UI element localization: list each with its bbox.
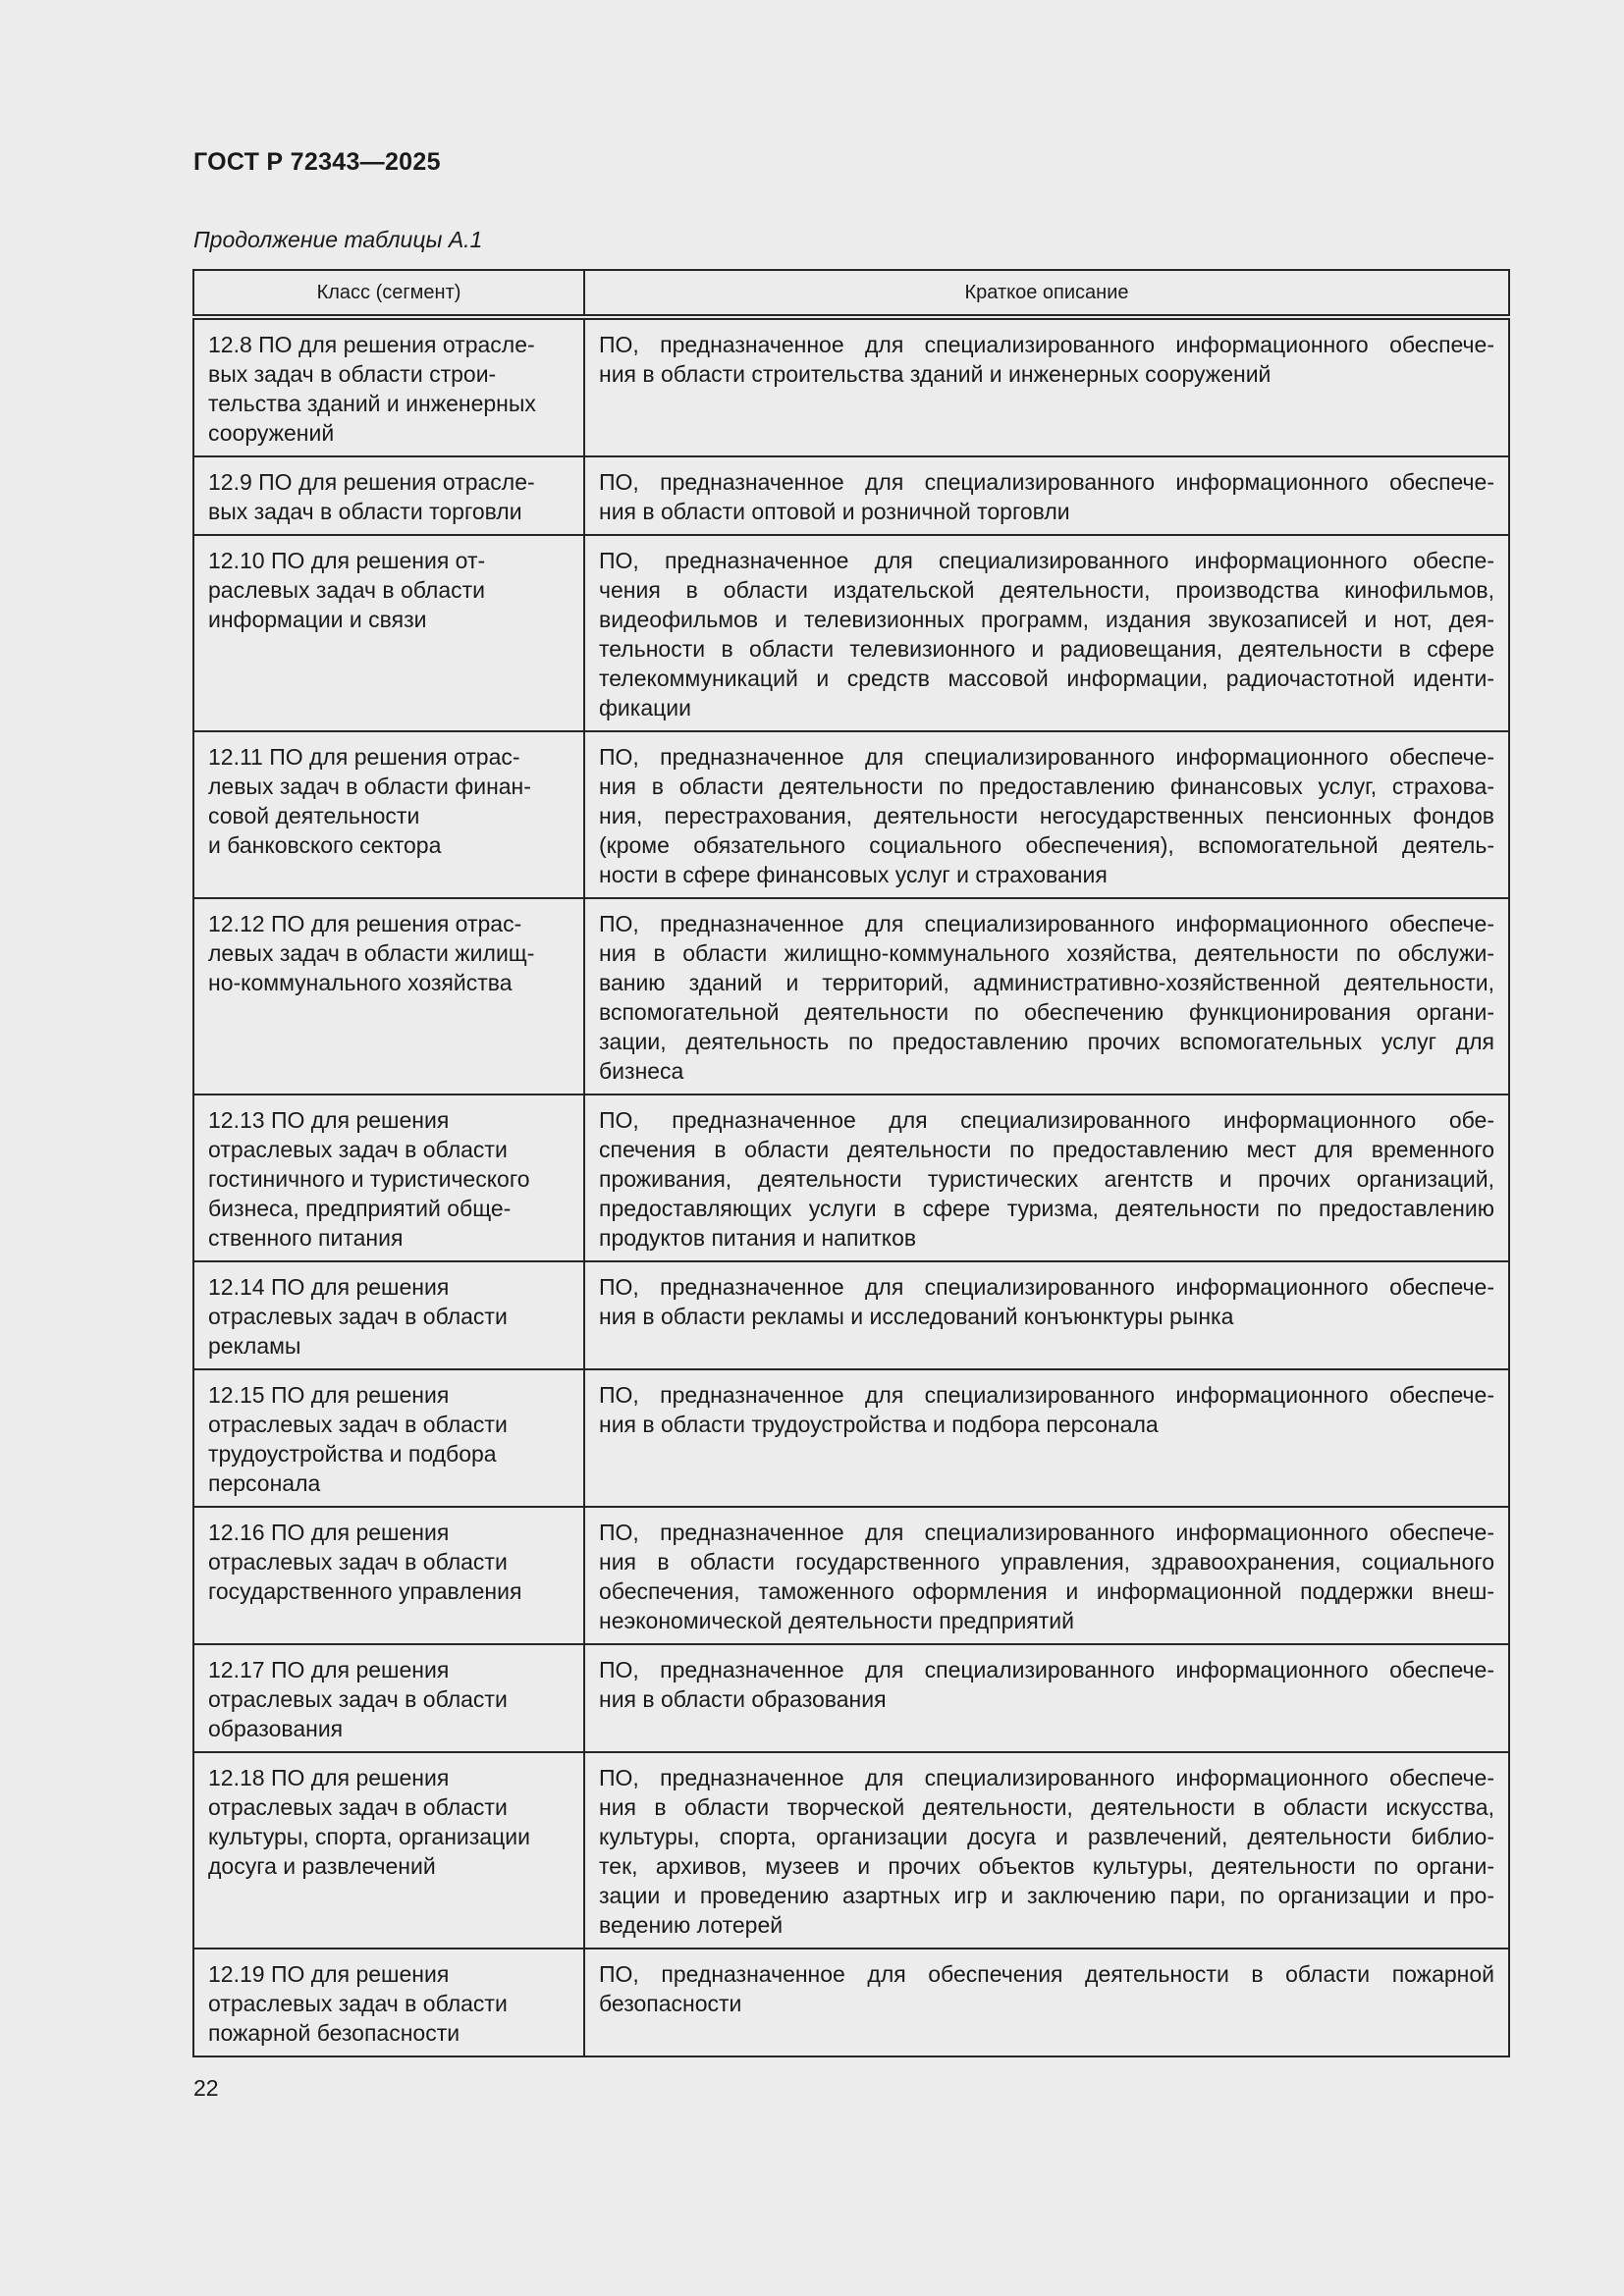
table-row (193, 898, 1509, 1095)
description-cell: ПО, предназначенное для специализированного информационного обеспече- ния в области оптовой и розничной торговли (584, 456, 1509, 535)
table-row (193, 317, 1509, 456)
document-standard-code: ГОСТ Р 72343—2025 (193, 148, 441, 176)
description-cell: ПО, предназначенное для обеспечения деятельности в области пожарной безопасности (584, 1949, 1509, 2056)
description-cell: ПО, предназначенное для специализированного информационного обеспече- ния в области государственного управления, здравоохранения, социального обеспечения, таможенного оформления и информационной поддержки внеш- неэкономической деятельности предприятий (584, 1507, 1509, 1644)
description-cell: ПО, предназначенное для специализированного информационного обеспече- ния в области строительства зданий и инженерных сооружений (584, 317, 1509, 456)
classification-table (192, 269, 1510, 2057)
table-row (193, 1752, 1509, 1949)
description-cell: ПО, предназначенное для специализированного информационного обеспе- чения в области издательской деятельности, производства кинофильмов, видеофильмов и телевизионных программ, издания звукозаписей и нот, дея- тельности в области телевизионного и радиовещания, деятельности в сфере телекоммуникаций и средств массовой информации, радиочастотной иденти- фикации (584, 535, 1509, 731)
table-row (193, 535, 1509, 731)
table-row (193, 1507, 1509, 1644)
table-header-row (193, 270, 1509, 317)
class-segment-cell: 12.11 ПО для решения отрас- левых задач в области финан- совой деятельности и банковского сектора (193, 731, 584, 898)
description-cell: ПО, предназначенное для специализированного информационного обе- спечения в области деятельности по предоставлению мест для временного проживания, деятельности туристических агентств и прочих организаций, предоставляющих услуги в сфере туризма, деятельности по предоставлению продуктов питания и напитков (584, 1095, 1509, 1261)
class-segment-cell: 12.13 ПО для решения отраслевых задач в области гостиничного и туристического бизнеса, предприятий обще- ственного питания (193, 1095, 584, 1261)
class-segment-cell: 12.9 ПО для решения отрасле- вых задач в области торговли (193, 456, 584, 535)
table-row (193, 1644, 1509, 1752)
header-class-segment: Класс (сегмент) (193, 270, 584, 317)
class-segment-cell: 12.16 ПО для решения отраслевых задач в области государственного управления (193, 1507, 584, 1644)
class-segment-cell: 12.10 ПО для решения от- раслевых задач в области информации и связи (193, 535, 584, 731)
description-cell: ПО, предназначенное для специализированного информационного обеспече- ния в области рекламы и исследований конъюнктуры рынка (584, 1261, 1509, 1369)
description-cell: ПО, предназначенное для специализированного информационного обеспече- ния в области деятельности по предоставлению финансовых услуг, страхова- ния, перестрахования, деятельности негосударственных пенсионных фондов (кроме обязательного социального обеспечения), вспомогательной деятель- ности в сфере финансовых услуг и страхования (584, 731, 1509, 898)
description-cell: ПО, предназначенное для специализированного информационного обеспече- ния в области творческой деятельности, деятельности в области искусства, культуры, спорта, организации досуга и развлечений, деятельности библио- тек, архивов, музеев и прочих объектов культуры, деятельности по органи- зации и проведению азартных игр и заключению пари, по организации и про- ведению лотерей (584, 1752, 1509, 1949)
table-body (193, 317, 1509, 2056)
description-cell: ПО, предназначенное для специализированного информационного обеспече- ния в области трудоустройства и подбора персонала (584, 1369, 1509, 1507)
description-cell: ПО, предназначенное для специализированного информационного обеспече- ния в области жилищно-коммунального хозяйства, деятельности по обслужи- ванию зданий и территорий, административно-хозяйственной деятельности, вспомогательной деятельности по обеспечению функционирования органи- зации, деятельность по предоставлению прочих вспомогательных услуг для бизнеса (584, 898, 1509, 1095)
table-row (193, 1095, 1509, 1261)
table-row (193, 1261, 1509, 1369)
class-segment-cell: 12.17 ПО для решения отраслевых задач в области образования (193, 1644, 584, 1752)
class-segment-cell: 12.15 ПО для решения отраслевых задач в области трудоустройства и подбора персонала (193, 1369, 584, 1507)
class-segment-cell: 12.8 ПО для решения отрасле- вых задач в области строи- тельства зданий и инженерных сооружений (193, 317, 584, 456)
class-segment-cell: 12.12 ПО для решения отрас- левых задач в области жилищ- но-коммунального хозяйства (193, 898, 584, 1095)
table-row (193, 1949, 1509, 2056)
description-cell: ПО, предназначенное для специализированного информационного обеспече- ния в области образования (584, 1644, 1509, 1752)
table-row (193, 1369, 1509, 1507)
class-segment-cell: 12.18 ПО для решения отраслевых задач в области культуры, спорта, организации досуга и развлечений (193, 1752, 584, 1949)
class-segment-cell: 12.19 ПО для решения отраслевых задач в области пожарной безопасности (193, 1949, 584, 2056)
table-caption: Продолжение таблицы А.1 (193, 227, 483, 252)
table-row (193, 456, 1509, 535)
page-number: 22 (193, 2075, 219, 2101)
class-segment-cell: 12.14 ПО для решения отраслевых задач в области рекламы (193, 1261, 584, 1369)
table-row (193, 731, 1509, 898)
header-short-description: Краткое описание (584, 270, 1509, 317)
